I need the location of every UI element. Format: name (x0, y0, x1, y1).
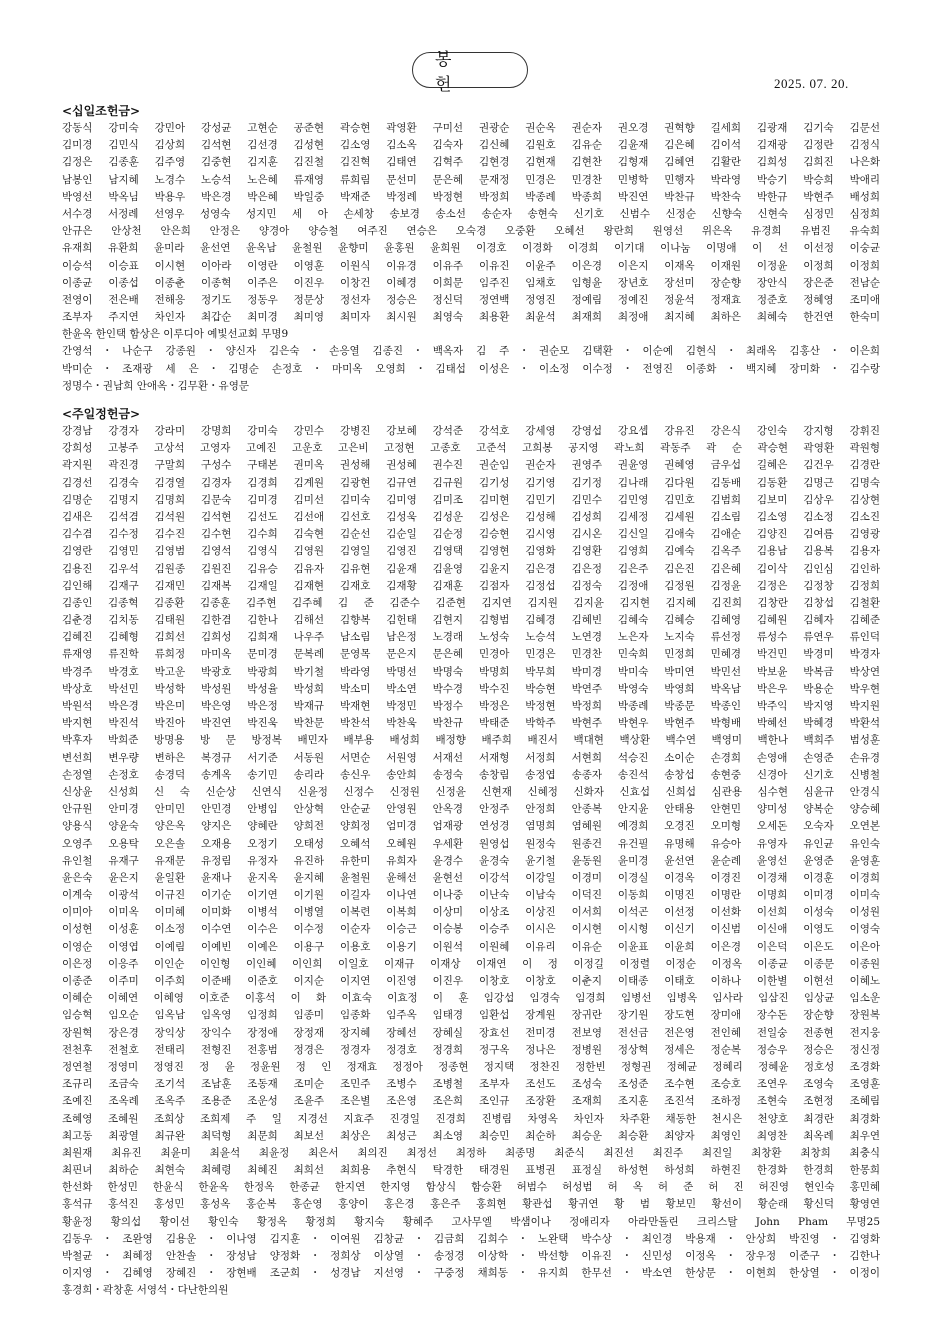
donor-line: 박후자 박희준 방명용 방 문 방정복 배민자 배부용 배성희 배정향 배주희 배진서 백대현 백상환 백수연 백영미 백한나 백희주 범성훈 (62, 734, 880, 747)
donor-line: 최고동 최광열 최규완 최덕형 최문희 최보선 최상은 최성근 최소영 최승민 최순하 최승운 최승환 최양자 최영인 최영찬 최옥례 최우연 (62, 1129, 880, 1142)
donor-line: 이계숙 이광석 이규진 이기순 이기연 이기원 이길자 이나연 이나중 이난숙 이남숙 이덕진 이동희 이명진 이명란 이명희 이미경 이미숙 (62, 889, 880, 902)
donor-line: 박미순・조재광 세 은・김명순 손정호・마미옥 오영희・김태섭 이성은・이소정 이수정・전영진 이종화・백지혜 장미화・김수랑 (62, 362, 880, 375)
donor-line: 박지현 박진석 박진아 박진연 박진욱 박찬문 박찬석 박찬욱 박찬규 박태준 박학주 박현주 박현우 박현주 박형배 박혜선 박혜경 박환석 (62, 717, 880, 730)
donor-line: 박상호 박선민 박성학 박성원 박성율 박성희 박소미 박소연 박수경 박수진 박승현 박연주 박영숙 박영희 박옥남 박은우 박용순 박우현 (62, 682, 880, 695)
donor-line: 김새은 김석겸 김석원 김석현 김선도 김선애 김선호 김성욱 김성운 김성은 김성해 김성희 김세정 김세원 김소림 김소영 김소정 김소진 (62, 510, 880, 523)
donor-line: 조혜영 조혜원 조희상 조희제 주 일 지경선 지효주 진경일 진경희 진병림 차영옥 차인자 차주환 채동한 천시은 천양호 최경란 최경화 (62, 1112, 880, 1125)
page-title: 봉 헌 (412, 52, 528, 88)
donor-line: 조규리 조금숙 조기석 조남훈 조동재 조미순 조민주 조병수 조병철 조부자 조선도 조성숙 조성준 조수현 조승호 조연우 조영숙 조영훈 (62, 1078, 880, 1091)
donor-line: 이은정 이응주 이인순 이인형 이인혜 이인희 이일호 이재규 이재상 이재연 이 정 이정길 이정렬 이정순 이정옥 이종균 이종문 이종원 (62, 957, 880, 970)
donor-line: 최핀녀 최하순 최현숙 최혜령 최혜진 최희선 최희용 추현식 탁경한 태경원 표병권 표정실 하성현 하성희 하현진 한경화 한경희 한몽희 (62, 1164, 880, 1177)
donor-line: 장원혁 장은경 장익상 장익수 장정애 장정재 장지혜 장혜선 장혜실 장효선 전미경 전보영 전선금 전은영 전인혜 전일숭 전종현 전지웅 (62, 1026, 880, 1039)
donor-line: 김용진 김우석 김원종 김원진 김유승 김유자 김유현 김윤재 김윤영 김윤지 김은경 김은정 김은주 김은진 김은혜 김이삭 김인심 김인하 (62, 562, 880, 575)
donor-line: 전천후 전철호 전태리 전형진 전홍범 정경은 정경자 정경호 정경희 정구옥 정나은 정병원 정상혁 정세은 정순복 정승우 정승은 정신정 (62, 1043, 880, 1056)
donor-line: 박경주 박경호 박고운 박광호 박광희 박기철 박라영 박명선 박명숙 박명희 박무희 박미경 박미숙 박미연 박민선 박보윤 박복금 박상연 (62, 665, 880, 678)
donor-line: 박영선 박옥님 박용우 박은경 박은혜 박일중 박재준 박정례 박정현 박정희 박종례 박종희 박진연 박찬규 박찬숙 박한규 박현주 배성희 (62, 190, 880, 203)
donor-line: 유재희 유환희 윤미라 윤선연 윤옥남 윤철원 윤향미 윤홍원 윤희원 이경호 이경화 이경희 이기대 이나눔 이명애 이 선 이선정 이숭균 (62, 242, 880, 255)
donor-line: 간영석・나순구 강종원・양신자 김은숙・손응열 김종진・백옥자 김 주・권순모 김택환・이순예 김현식・최래옥 김홍산・이은희 (62, 345, 880, 358)
tithe-section (62, 103, 880, 395)
donor-line: 이성현 이성훈 이소정 이수연 이수은 이수정 이순자 이승근 이승봉 이승주 이시은 이시현 이시형 이신기 이신범 이신애 이영도 이영숙 (62, 923, 880, 936)
donor-lines (62, 423, 880, 1300)
donor-line: 이승석 이승표 이시현 이아라 이영란 이영훈 이원식 이유경 이유주 이유진 이윤주 이은경 이은지 이재옥 이재원 이정윤 이정희 이정희 (62, 259, 880, 272)
section-heading: <십일조헌금> (62, 104, 141, 118)
donor-line: 황윤정 황의섭 황이선 황인숙 황정옥 황정희 황지숙 황혜주 고사무엘 박샘이나 정애리자 아라만돌린 크리스탈 John Pham 무명25 (62, 1215, 880, 1228)
donor-line: 김동우・조완영 김용운・이나영 김지훈・이여원 김창균・김금희 김희수・노완택 박수상・최인경 박용재・안상희 박진영・김영화 (62, 1232, 880, 1245)
donor-line: 이지영・김혜영 장혜진・장현배 조군희・성경남 지선영・구중정 채희동・유지희 한무선・박소연 한상문・이현희 한상열・이정이 (62, 1267, 880, 1280)
donor-line: 이종준 이주미 이주희 이준배 이준호 이지순 이지연 이진영 이진우 이창호 이창호 이춘지 이태종 이태호 이하나 이한별 이현선 이혜노 (62, 975, 880, 987)
donor-line: 김수겸 김수정 김수진 김수현 김수희 김숙현 김순선 김순일 김순정 김승현 김시영 김시온 김신일 김애숙 김애순 김양진 김여름 김영광 (62, 528, 880, 541)
donor-line: 강동식 강미숙 강민아 강성균 고현순 공준현 곽승현 곽영환 구미선 권광순 권순옥 권순자 권오경 권혁향 길세희 김광재 김기숙 김문선 (62, 122, 880, 134)
donor-line: 한선화 한성민 한윤식 한윤옥 한정옥 한종균 한지연 한지영 함상식 함승환 허범수 허성범 허 옥 허 준 허 진 허진영 현인숙 홍민혜 (62, 1181, 880, 1194)
donor-line: 김인해 김재구 김재민 김재복 김재일 김재현 김재호 김재황 김재훈 김점자 김정섭 김정숙 김정애 김정원 김정윤 김정은 김정창 김정희 (62, 579, 880, 592)
donor-line: 이혜순 이혜연 이혜영 이호준 이홍석 이 화 이효숙 이효정 이 훈 임강섭 임경숙 임경희 임병선 임병옥 임사라 임삼진 임상균 임소운 (62, 992, 880, 1005)
donor-line: 이영순 이영엽 이예림 이예빈 이예은 이용구 이용호 이용기 이원석 이원혜 이유리 이유순 이윤표 이윤희 이은경 이은덕 이은도 이은아 (62, 940, 880, 953)
donor-line: 김정은 김종훈 김주영 김중현 김지훈 김진철 김진혁 김태연 김혁주 김현경 김현재 김현찬 김형재 김혜연 김활란 김희성 김희진 나은화 (62, 156, 880, 169)
donor-line: 홍석규 홍석진 홍성민 홍성옥 홍순복 홍순영 홍양이 홍은경 홍은주 홍희현 황관섭 황귀연 황 범 황보민 황선이 황순래 황신덕 황영연 (62, 1198, 880, 1211)
donor-line: 강희성 고봉주 고상석 고영자 고예진 고운호 고은비 고정현 고종호 고준석 고희봉 공지영 곽노희 곽동주 곽 순 곽승현 곽영환 곽원형 (62, 442, 880, 455)
donor-line: 강경남 강경자 강라미 강명희 강미숙 강민수 강병진 강보혜 강석준 강석호 강세영 강영섭 강요셉 강유진 강은식 강인숙 강지형 강휘진 (62, 425, 880, 437)
donor-line: 류재영 류진학 류희정 마미옥 문미경 문복례 문영목 문은지 문은혜 민경아 민경은 민경찬 민숙희 민정희 민혜경 박건민 박경미 박경자 (62, 648, 880, 661)
donor-line: 임승혁 임오순 임옥남 임옥영 임정희 임종미 임종화 임주옥 임태경 임환섭 장계원 장귀란 장기원 장도현 장미애 장수돈 장순향 장원복 (62, 1009, 880, 1022)
donor-line: 오영주 오용탁 오은솔 오재용 오정기 오태성 오혜석 오혜원 우세환 원영섭 원정숙 원종건 유건필 유명해 유승아 유영자 유인균 유인숙 (62, 837, 880, 850)
donor-line: 유인철 유재구 유재문 유정림 유정자 유진하 유한미 유희자 윤경수 윤경숙 윤기철 윤동원 윤미경 윤선연 윤순례 윤영선 윤영준 윤영훈 (62, 854, 880, 867)
donor-line: 한윤옥 한인택 함상은 이루디아 예빛선교회 무명9 (62, 328, 289, 341)
donor-line: 이미아 이미옥 이미혜 이미화 이병석 이병열 이복련 이복희 이상미 이상조 이상진 이서희 이석곤 이선정 이선화 이선희 이성숙 이성원 (62, 906, 880, 919)
donor-line: 조예진 조옥례 조옥주 조용준 조운성 조윤주 조은별 조은영 조은희 조인규 조장환 조재희 조지훈 조진석 조하정 조현숙 조현정 조혜림 (62, 1095, 880, 1108)
donor-line: 남봉인 남지혜 노경수 노승석 노은혜 류재영 류희림 문선미 문은혜 문재정 민경은 민경찬 민병학 민행자 박라영 박승기 박승희 박애리 (62, 173, 880, 186)
donor-line: 손정열 손정호 송경덕 송계옥 송기민 송리라 송신우 송안희 송정숙 송창림 송정엽 송종자 송진석 송창섭 송현중 신경아 신기호 신병철 (62, 768, 880, 781)
donor-line: 정연철 정영미 정영진 정 윤 정윤원 정 인 정재효 정정아 정종현 정지택 정찬진 정한빈 정형권 정혜균 정혜리 정혜윤 정호성 조경화 (62, 1060, 880, 1073)
donor-line: 신상윤 신성희 신 숙 신순상 신연식 신윤정 신정수 신정원 신정윤 신현재 신혜정 신화자 신효섭 신희섭 심관용 심수현 심윤규 안경식 (62, 785, 880, 798)
donor-line: 정명수・권남희 안애옥・김무환・유영문 (62, 379, 249, 392)
section-heading: <주일정헌금> (62, 407, 141, 421)
donor-line: 이종균 이종섭 이종춘 이종혁 이주은 이진우 이창건 이혜경 이희문 임주진 임채호 임형윤 장년호 장선미 장순향 장안식 장은준 전남순 (62, 276, 880, 289)
donor-line: 홍경희・곽창훈 서영석・다난한의원 (62, 1284, 229, 1297)
donor-line: 안규원 안미경 안미민 안민경 안병임 안상혁 안순균 안영원 안옥경 안정주 안정희 안종복 안지윤 안태용 안현민 양미성 양복순 양승혜 (62, 803, 880, 816)
donor-line: 김미경 김민식 김상희 김석현 김선경 김성현 김소영 김소옥 김숙자 김신혜 김원호 김유순 김윤재 김은혜 김이석 김재광 김정란 김정식 (62, 139, 880, 152)
donor-line: 전영이 전은배 전해응 정기도 정동우 정문상 정선자 정승은 정신덕 정연백 정영진 정예림 정예진 정윤석 정재효 정준호 정혜영 조미애 (62, 293, 880, 306)
donor-line: 김명순 김명지 김명희 김문숙 김미경 김미선 김미숙 김미영 김미조 김미현 김민기 김민수 김민영 김민호 김범희 김보미 김상우 김상현 (62, 493, 880, 506)
donor-line: 조부자 주지연 차인자 최갑순 최미경 최미영 최미자 최시원 최영숙 최용환 최윤석 최재희 최정애 최지혜 최하은 최혜숙 한건연 한숙미 (62, 311, 880, 324)
donor-lines (62, 120, 880, 395)
donor-line: 변선희 변우량 변하은 복경규 서기준 서동원 서면순 서원영 서재선 서재형 서정희 서현희 석승진 소이순 손경희 손영애 손영준 손유경 (62, 751, 880, 764)
donor-line: 양용식 양윤숙 양은옥 양지은 양혜란 양희전 양희정 엄미경 엄재광 연성경 염명희 염혜원 예경희 오경진 오미형 오세돈 오숙자 오연본 (62, 820, 880, 833)
donor-line: 안규은 안상천 안은희 안정은 양경아 양승철 여주진 연승은 오숙경 오중환 오혜선 왕란희 원영선 위은옥 유경희 유범진 유숙희 (62, 225, 880, 238)
donor-line: 서수경 서정례 선영우 성영숙 성지민 세 아 손세창 송보경 송소선 송순자 송현숙 신기호 신범수 신정순 신향숙 신현숙 심정민 심정희 (62, 207, 880, 220)
donor-line: 김혜진 김혜형 김희선 김희성 김희재 나우주 남소림 남은정 노경래 노성숙 노승석 노연경 노은자 노지숙 류선정 류성수 류연우 류인덕 (62, 631, 880, 644)
sunday-offering-section (62, 406, 880, 1300)
donor-line: 박철균・최혜정 안찬솔・장성남 양정화・정희상 이상열・송정경 이상학・박선향 이유진・신민성 이정옥・장우정 이준구・김한나 (62, 1250, 880, 1262)
donor-line: 곽지원 곽진경 구말희 구성수 구태본 권미옥 권성해 권성혜 권수진 권순임 권순자 권영주 권윤영 권혜영 금우섭 길혜은 김건우 김경란 (62, 459, 880, 472)
donor-line: 김종인 김종혁 김종환 김종훈 김주현 김주혜 김 준 김준수 김준현 김지연 김지원 김지윤 김지현 김지혜 김진희 김창란 김창섭 김철환 (62, 596, 880, 609)
donor-line: 박원석 박은경 박은미 박은영 박은정 박재규 박재현 박정민 박정수 박정은 박정현 박정희 박종례 박종문 박종인 박주익 박지영 박지원 (62, 700, 880, 712)
donor-line: 윤은숙 윤은지 윤일환 윤재나 윤지옥 윤지혜 윤철원 윤해선 윤현선 이강석 이강일 이경미 이경실 이경옥 이경진 이경채 이경훈 이경희 (62, 871, 880, 884)
donor-line: 김영란 김영민 김영범 김영석 김영식 김영원 김영일 김영진 김영택 김영현 김영화 김영환 김영희 김예숙 김옥주 김용남 김용복 김용자 (62, 545, 880, 558)
donor-line: 김경선 김경숙 김경열 김경자 김경희 김계원 김광현 김규연 김규원 김기성 김기영 김기정 김나래 김다원 김동배 김동환 김명근 김명숙 (62, 476, 880, 489)
date: 2025. 07. 20. (774, 76, 849, 91)
donor-line: 김춘경 김치동 김태원 김한겸 김한나 김해선 김향복 김헌태 김현지 김형범 김혜경 김혜빈 김혜숙 김혜승 김혜영 김혜원 김혜자 김혜준 (62, 614, 880, 627)
donor-line: 최원재 최유진 최윤미 최윤석 최윤정 최은서 최의진 최정선 최정하 최종명 최준식 최진선 최진주 최진일 최창환 최창희 최충식 (62, 1146, 880, 1159)
